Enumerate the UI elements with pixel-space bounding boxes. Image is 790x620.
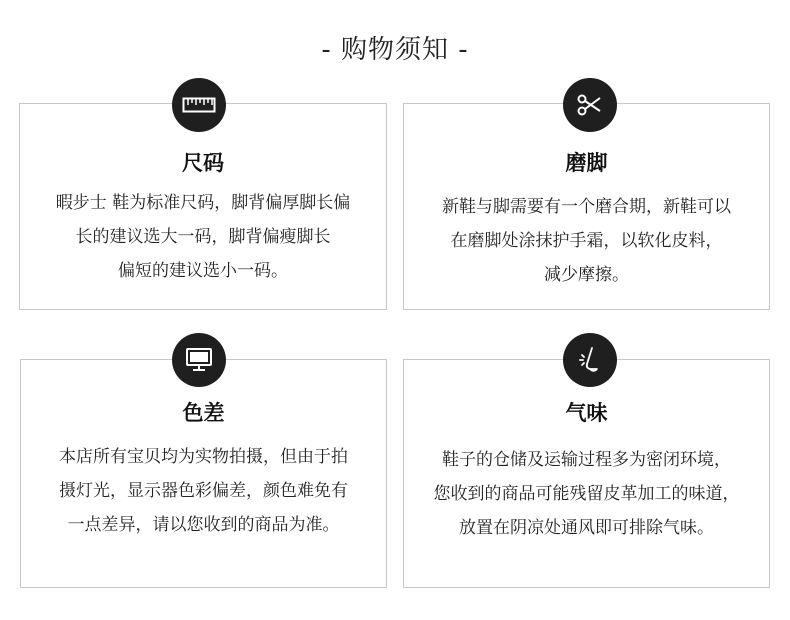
card-odor-line-2: 您收到的商品可能残留皮革加工的味道， <box>433 484 740 504</box>
card-color-difference-line-2: 摄灯光，显示器色彩偏差，颜色难免有 <box>59 481 348 501</box>
card-size-line-2: 长的建议选大一码，脚背偏瘦脚长 <box>75 227 331 247</box>
scissors-icon <box>563 78 617 132</box>
monitor-icon <box>172 333 226 387</box>
card-size-line-1: 暇步士 鞋为标准尺码，脚背偏厚脚长偏 <box>55 193 351 213</box>
card-color-difference-title: 色差 <box>182 401 225 425</box>
card-odor-title: 气味 <box>565 401 608 425</box>
card-break-in-line-1: 新鞋与脚需要有一个磨合期，新鞋可以 <box>442 197 731 217</box>
card-break-in-text <box>409 190 764 292</box>
card-color-difference-line-3: 一点差异，请以您收到的商品为准。 <box>67 515 340 535</box>
nose-smell-icon <box>563 333 617 387</box>
card-size-text <box>25 186 381 288</box>
page-title: - 购物须知 - <box>321 35 469 65</box>
card-size-line-3: 偏短的建议选小一码。 <box>118 261 288 281</box>
card-break-in-title: 磨脚 <box>565 151 608 175</box>
card-odor-line-1: 鞋子的仓储及运输过程多为密闭环境， <box>442 450 731 470</box>
card-odor-line-3: 放置在阴凉处通风即可排除气味。 <box>459 518 714 538</box>
ruler-icon <box>172 78 226 132</box>
card-color-difference-line-1: 本店所有宝贝均为实物拍摄，但由于拍 <box>59 447 348 467</box>
card-color-difference-text <box>26 440 381 542</box>
card-size-title: 尺码 <box>182 151 224 175</box>
card-break-in-line-2: 在磨脚处涂抹护手霜，以软化皮料， <box>450 231 723 251</box>
card-break-in-line-3: 减少摩擦。 <box>544 265 629 285</box>
card-odor-text <box>406 443 767 545</box>
